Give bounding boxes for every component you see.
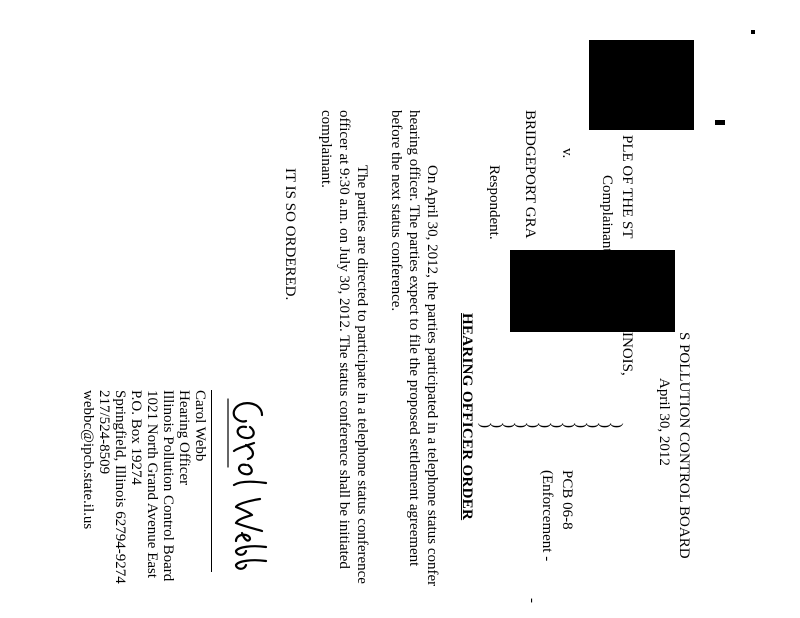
board-name: S POLLUTION CONTROL BOARD bbox=[676, 332, 692, 559]
paren: ) bbox=[525, 423, 541, 428]
paren: ) bbox=[513, 423, 529, 428]
paren: ) bbox=[561, 423, 577, 428]
signer-email: webbc@ipcb.state.il.us bbox=[80, 390, 96, 530]
order-title: HEARING OFFICER ORDER bbox=[459, 313, 475, 521]
caption-complainant: Complainant, bbox=[599, 175, 615, 257]
case-number: PCB 06-8 bbox=[559, 470, 575, 530]
signer-name: Carol Webb bbox=[192, 390, 208, 462]
caption-defendant: BRIDGEPORT GRA bbox=[522, 110, 538, 239]
signer-city: Springfield, Illinois 62794-9274 bbox=[112, 390, 128, 584]
signer-address: 1021 North Grand Avenue East bbox=[144, 390, 160, 579]
closing-statement: IT IS SO ORDERED. bbox=[282, 168, 298, 301]
scan-speck bbox=[715, 120, 725, 125]
para1-line1: On April 30, 2012, the parties participated in a telephone status confer bbox=[424, 165, 440, 587]
paren: ) bbox=[585, 423, 601, 428]
signature-rule bbox=[211, 390, 212, 572]
paren: ) bbox=[537, 423, 553, 428]
paren: ) bbox=[549, 423, 565, 428]
signer-phone: 217/524-8509 bbox=[96, 390, 112, 475]
signature-image bbox=[212, 395, 272, 580]
signer-board: Illinois Pollution Control Board bbox=[160, 390, 176, 582]
signer-title: Hearing Officer bbox=[176, 390, 192, 486]
para2-line3: complainant. bbox=[318, 110, 334, 188]
redaction-top bbox=[589, 40, 694, 130]
para2-line2: officer at 9:30 a.m. on July 30, 2012. The status conference shall be initiated bbox=[336, 110, 352, 569]
para1-line2: hearing officer. The parties expect to file the proposed settlement agreement bbox=[406, 110, 422, 567]
caption-versus: v. bbox=[559, 148, 575, 159]
scan-speck bbox=[751, 30, 755, 34]
signer-po-box: P.O. Box 19274 bbox=[128, 390, 144, 486]
redaction-middle bbox=[510, 250, 675, 332]
paren: ) bbox=[609, 423, 625, 428]
para1-line3: before the next status conference. bbox=[388, 110, 404, 312]
paren: ) bbox=[477, 423, 493, 428]
para2-line1: The parties are directed to participate in a telephone status conference bbox=[354, 165, 370, 584]
case-type-dash: - bbox=[524, 598, 540, 603]
caption-people: PLE OF THE ST bbox=[619, 135, 635, 239]
caption-respondent: Respondent. bbox=[486, 165, 502, 240]
paren: ) bbox=[489, 423, 505, 428]
case-type: (Enforcement - bbox=[539, 470, 555, 562]
paren: ) bbox=[573, 423, 589, 428]
paren: ) bbox=[597, 423, 613, 428]
caption-state: INOIS, bbox=[619, 332, 635, 376]
paren: ) bbox=[501, 423, 517, 428]
order-date: April 30, 2012 bbox=[656, 378, 672, 466]
